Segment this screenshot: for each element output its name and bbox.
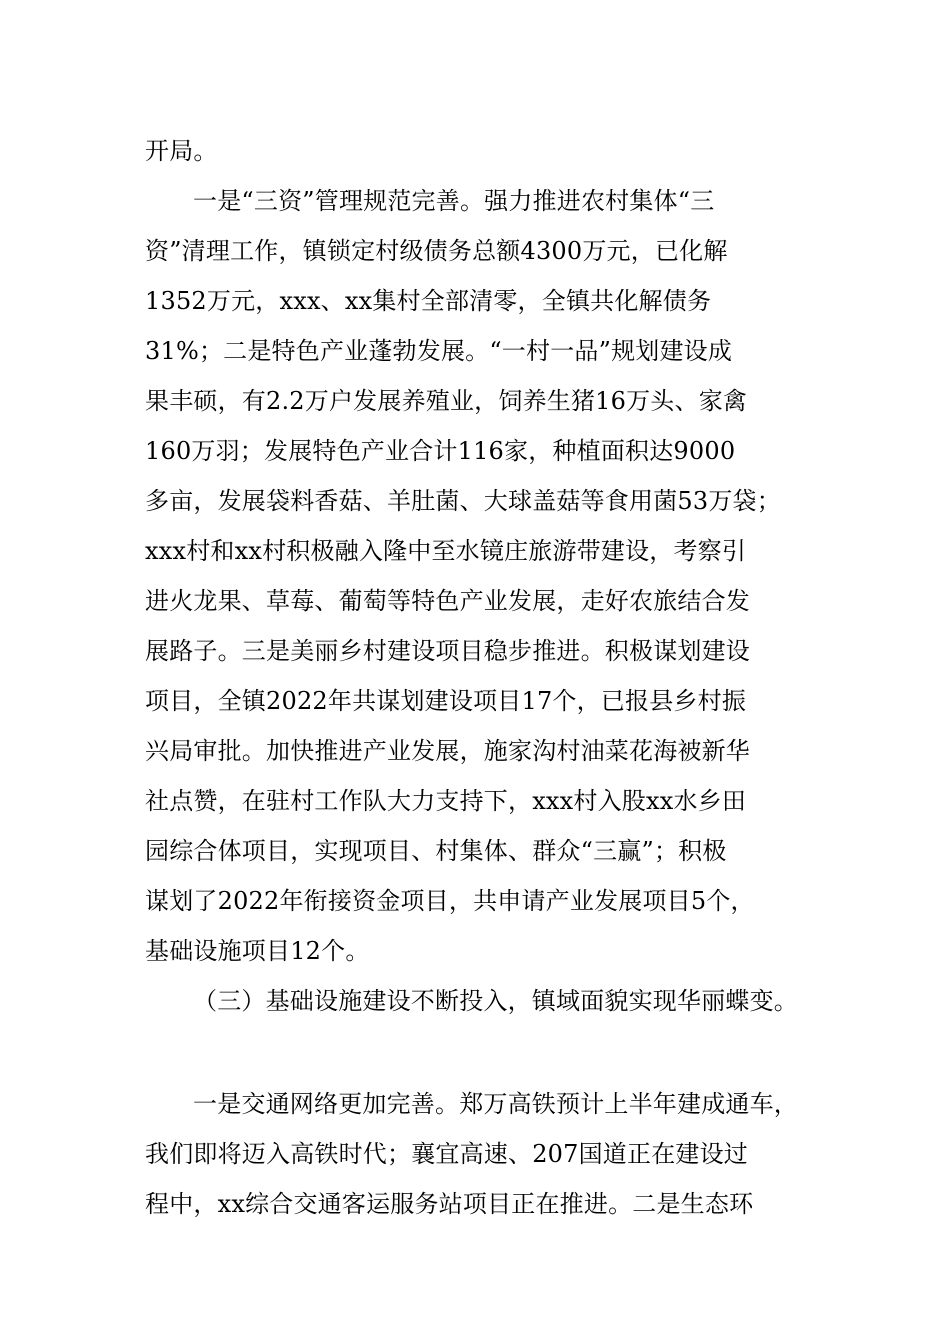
- text-line-16: 谋划了2022年衔接资金项目，共申请产业发展项目5个，: [145, 887, 755, 915]
- text-line-5: 31%；二是特色产业蓬勃发展。“一村一品”规划建设成: [145, 337, 733, 365]
- text-line-15: 园综合体项目，实现项目、村集体、群众“三赢”；积极: [145, 837, 727, 865]
- text-line-8: 多亩，发展袋料香菇、羊肚菌、大球盖菇等食用菌53万袋；: [145, 487, 781, 515]
- text-line-12: 项目，全镇2022年共谋划建设项目17个，已报县乡村振: [145, 687, 747, 715]
- text-line-20: 我们即将迈入高铁时代；襄宜高速、207国道正在建设过: [145, 1140, 749, 1168]
- text-line-19: 一是交通网络更加完善。郑万高铁预计上半年建成通车，: [193, 1090, 798, 1118]
- text-line-14: 社点赞，在驻村工作队大力支持下，xxx村入股xx水乡田: [145, 787, 747, 815]
- text-line-2: 一是“三资”管理规范完善。强力推进农村集体“三: [193, 187, 715, 215]
- section-heading: （三）基础设施建设不断投入，镇域面貌实现华丽蝶变。: [193, 987, 798, 1015]
- text-line-3: 资”清理工作，镇锁定村级债务总额4300万元，已化解: [145, 237, 728, 265]
- text-line-10: 进火龙果、草莓、葡萄等特色产业发展，走好农旅结合发: [145, 587, 750, 615]
- text-line-6: 果丰硕，有2.2万户发展养殖业，饲养生猪16万头、家禽: [145, 387, 748, 415]
- text-line-9: xxx村和xx村积极融入隆中至水镜庄旅游带建设，考察引: [145, 537, 747, 565]
- text-line-1: 开局。: [145, 137, 218, 165]
- text-line-4: 1352万元，xxx、xx集村全部清零，全镇共化解债务: [145, 287, 712, 315]
- text-line-11: 展路子。三是美丽乡村建设项目稳步推进。积极谋划建设: [145, 637, 750, 665]
- text-line-21: 程中，xx综合交通客运服务站项目正在推进。二是生态环: [145, 1190, 754, 1218]
- text-line-17: 基础设施项目12个。: [145, 937, 370, 965]
- text-line-13: 兴局审批。加快推进产业发展，施家沟村油菜花海被新华: [145, 737, 750, 765]
- text-line-7: 160万羽；发展特色产业合计116家，种植面积达9000: [145, 437, 736, 465]
